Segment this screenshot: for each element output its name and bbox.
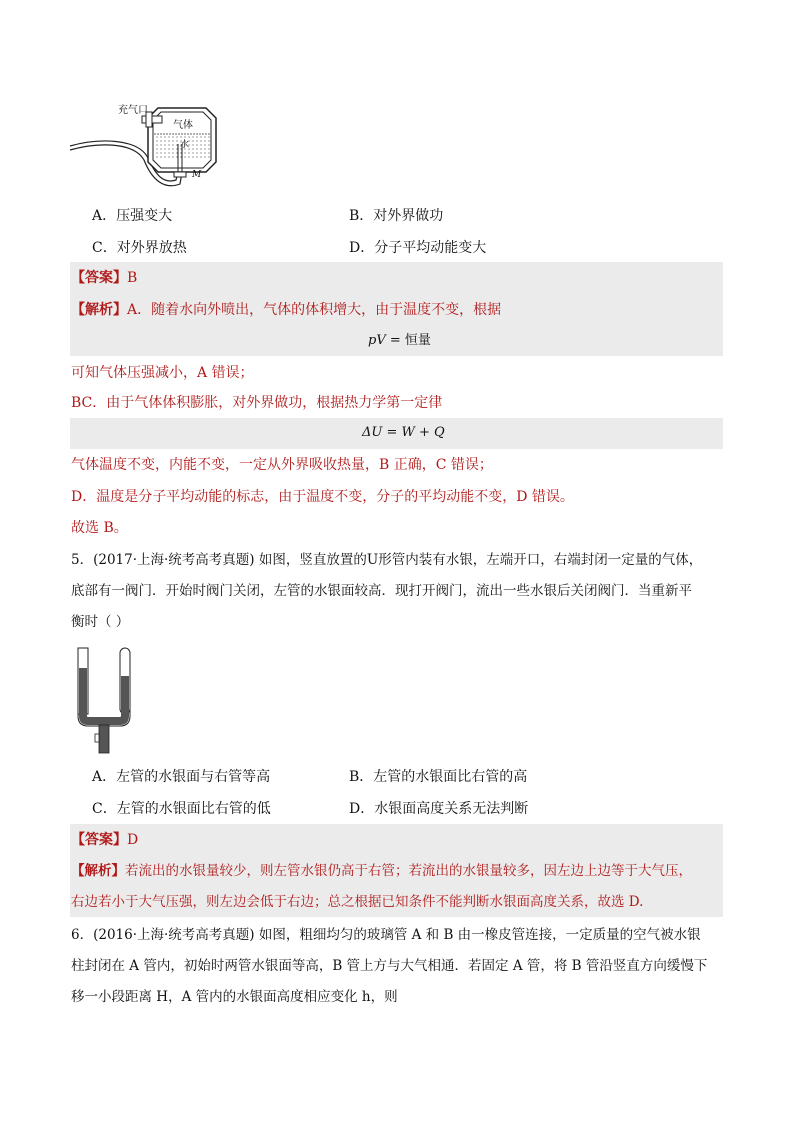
q4-formula-1-eq: =	[385, 333, 405, 348]
u-tube-figure	[72, 646, 142, 756]
q4-line-d: D．温度是分子平均动能的标志，由于温度不变，分子的平均动能不变，D 错误。	[71, 489, 574, 505]
q4-answer	[71, 268, 137, 288]
figure-label-inlet: 充气口	[118, 105, 148, 116]
q5-stem-2: 底部有一阀门．开始时阀门关闭，左管的水银面较高．现打开阀门，流出一些水银后关闭阀门．当重新平	[71, 583, 692, 599]
q4-formula-1	[368, 332, 431, 350]
q5-answer-value: D	[127, 832, 139, 848]
q5-option-d: D．水银面高度关系无法判断	[349, 801, 529, 817]
q4-option-d: D．分子平均动能变大	[349, 240, 487, 256]
figure-label-valve: M	[192, 170, 202, 180]
q4-option-b: B．对外界做功	[349, 208, 444, 224]
q6-stem-1: 6．(2016·上海·统考高考真题) 如图，粗细均匀的玻璃管 A 和 B 由一橡皮管连接，一定质量的空气被水银	[71, 927, 701, 943]
q5-stem-1: 5．(2017·上海·统考高考真题) 如图，竖直放置的U形管内装有水银，左端开口，右端封闭一定量的气体，	[71, 552, 703, 568]
q4-answer-tag: 【答案】	[71, 270, 127, 286]
q5-analysis-tag: 【解析】	[71, 863, 125, 879]
q5-answer-tag: 【答案】	[71, 832, 127, 848]
q4-analysis-tag: 【解析】	[71, 302, 127, 318]
q5-analysis-1	[71, 861, 692, 881]
q4-line-bc-end: 气体温度不变，内能不变，一定从外界吸收热量，B 正确，C 错误；	[71, 457, 493, 473]
q6-stem-2: 柱封闭在 A 管内，初始时两管水银面等高，B 管上方与大气相通．若固定 A 管，将 B 管沿竖直方向缓慢下	[71, 958, 708, 974]
q6-stem-3: 移一小段距离 H，A 管内的水银面高度相应变化 h，则	[71, 989, 398, 1005]
figure-label-gas: 气体	[173, 120, 193, 131]
q4-analysis-a-text: A．随着水向外喷出，气体的体积增大，由于温度不变，根据	[127, 302, 502, 318]
q4-formula-1-rhs: 恒量	[404, 333, 431, 348]
q4-line-a-end: 可知气体压强减小，A 错误；	[71, 365, 254, 381]
q4-option-a: A．压强变大	[92, 208, 173, 224]
q5-answer	[71, 830, 138, 850]
q4-option-c: C．对外界放热	[92, 240, 187, 256]
q5-option-c: C．左管的水银面比右管的低	[92, 801, 271, 817]
q5-stem-3: 衡时（ ）	[71, 614, 130, 630]
q5-analysis-1-text: 若流出的水银量较少，则左管水银仍高于右管；若流出的水银量较多，因左边上边等于大气压，	[125, 863, 692, 879]
q4-analysis-a	[71, 300, 501, 320]
q4-formula-1-lhs: pV	[368, 333, 386, 348]
q5-option-a: A．左管的水银面与右管等高	[92, 769, 271, 785]
q4-answer-value: B	[127, 270, 138, 286]
q4-conclusion: 故选 B。	[71, 520, 128, 536]
q4-formula-2: ΔU = W + Q	[362, 425, 445, 440]
q5-option-b: B．左管的水银面比右管的高	[349, 769, 528, 785]
figure-label-water: 水	[180, 140, 190, 150]
q5-analysis-2: 右边若小于大气压强，则左边会低于右边；总之根据已知条件不能判断水银面高度关系，故选 D.	[71, 894, 644, 910]
q4-line-bc: BC．由于气体体积膨胀，对外界做功，根据热力学第一定律	[71, 395, 443, 411]
